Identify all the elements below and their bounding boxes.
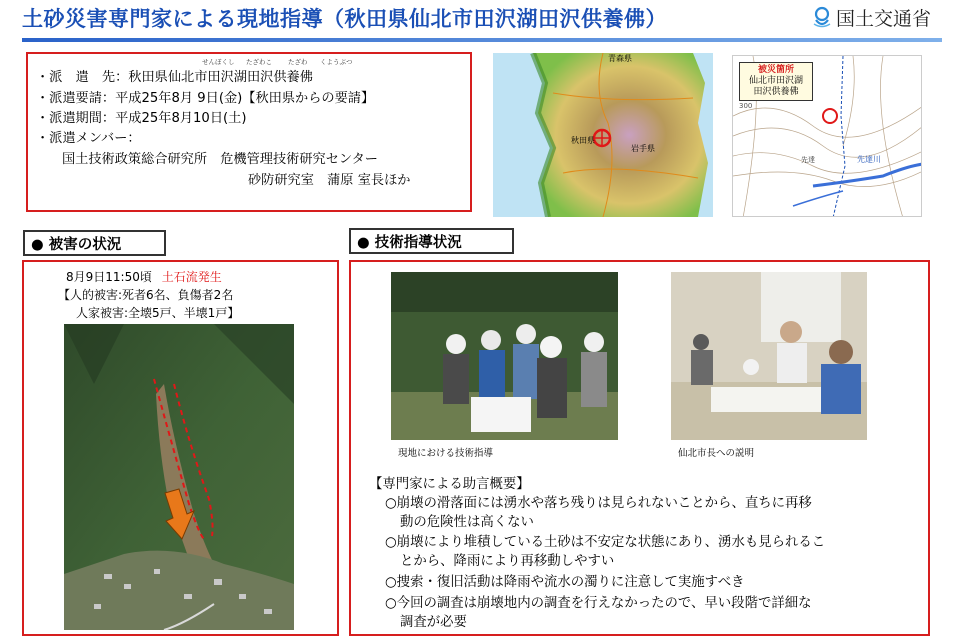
- disaster-site-callout: [739, 62, 813, 101]
- callout-line: 田沢供養佛: [753, 87, 799, 97]
- advice-line: 動の危険性は高くない: [400, 515, 534, 530]
- callout-title: 被災箇所: [757, 65, 794, 75]
- map-label-aomori: 青森県: [608, 54, 632, 63]
- advice-line: とから、降雨により再移動しやすい: [400, 554, 615, 569]
- furigana: たざわこ: [246, 58, 272, 66]
- map-label-river: 先達川: [857, 155, 881, 164]
- event-type: 土石流発生: [161, 270, 222, 284]
- advice-line: ○崩壊により堆積している土砂は不安定な状態にあり、湧水も見られるこ: [385, 535, 826, 550]
- dispatch-info-box: [26, 52, 472, 212]
- furigana: くようぶつ: [320, 58, 353, 66]
- field-guidance-photo: [391, 272, 618, 440]
- event-line: [66, 268, 222, 285]
- event-time: 8月9日11:50頃: [66, 270, 152, 284]
- advice-line: ○今回の調査は崩壊地内の調査を行えなかったので、早い段階で詳細な: [385, 596, 812, 611]
- map-label-akita: 秋田県: [571, 136, 595, 145]
- damage-section-heading: ● 被害の状況: [23, 230, 166, 256]
- photo-caption: 仙北市長への説明: [678, 448, 755, 459]
- map-label-sendatsu: 先達: [801, 156, 815, 164]
- photo-caption: 現地における技術指導: [398, 448, 494, 459]
- dispatch-request: ・派遣要請：平成25年8月 9日(金)【秋田県からの要請】: [36, 91, 375, 106]
- technical-guidance-panel: [349, 260, 930, 636]
- dispatch-period: ・派遣期間：平成25年8月10日(土): [36, 111, 247, 126]
- dispatch-destination: ・派 遣 先：秋田県仙北市田沢湖田沢供養佛: [36, 70, 313, 85]
- aerial-photo: [64, 324, 294, 630]
- ministry-logo: [812, 4, 931, 30]
- ministry-emblem-icon: [812, 6, 832, 28]
- detail-map: [732, 55, 922, 217]
- damage-panel: [22, 260, 339, 636]
- map-label-iwate: 岩手県: [631, 144, 655, 153]
- ministry-name: 国土交通省: [836, 7, 932, 30]
- advice-line: ○捜索・復旧活動は降雨や流水の濁りに注意して実施すべき: [385, 575, 745, 590]
- title-underline: [22, 38, 942, 42]
- casualties-text: 【人的被害:死者6名、負傷者2名: [58, 288, 234, 302]
- callout-line: 仙北市田沢湖: [748, 76, 803, 86]
- advice-heading: 【専門家による助言概要】: [369, 477, 530, 492]
- overview-map: [493, 53, 713, 217]
- advice-line: ○崩壊の滑落面には湧水や落ち残りは見られないことから、直ちに再移: [385, 496, 812, 511]
- furigana: たざわ: [288, 58, 308, 66]
- page-title: 土砂災害専門家による現地指導（秋田県仙北市田沢湖田沢供養佛）: [22, 7, 667, 31]
- house-damage-text: 人家被害:全壊5戸、半壊1戸】: [76, 306, 240, 320]
- advice-line: 調査が必要: [400, 615, 467, 630]
- mayor-briefing-photo: [671, 272, 867, 440]
- member-names: 砂防研究室 蒲原 室長ほか: [248, 173, 411, 188]
- member-organization: 国土技術政策総合研究所 危機管理技術研究センター: [62, 152, 378, 167]
- furigana: せんぼくし: [202, 58, 235, 66]
- dispatch-members-label: ・派遣メンバー：: [36, 131, 141, 146]
- contour-label: 300: [739, 102, 753, 110]
- tech-section-heading: ● 技術指導状況: [349, 228, 514, 254]
